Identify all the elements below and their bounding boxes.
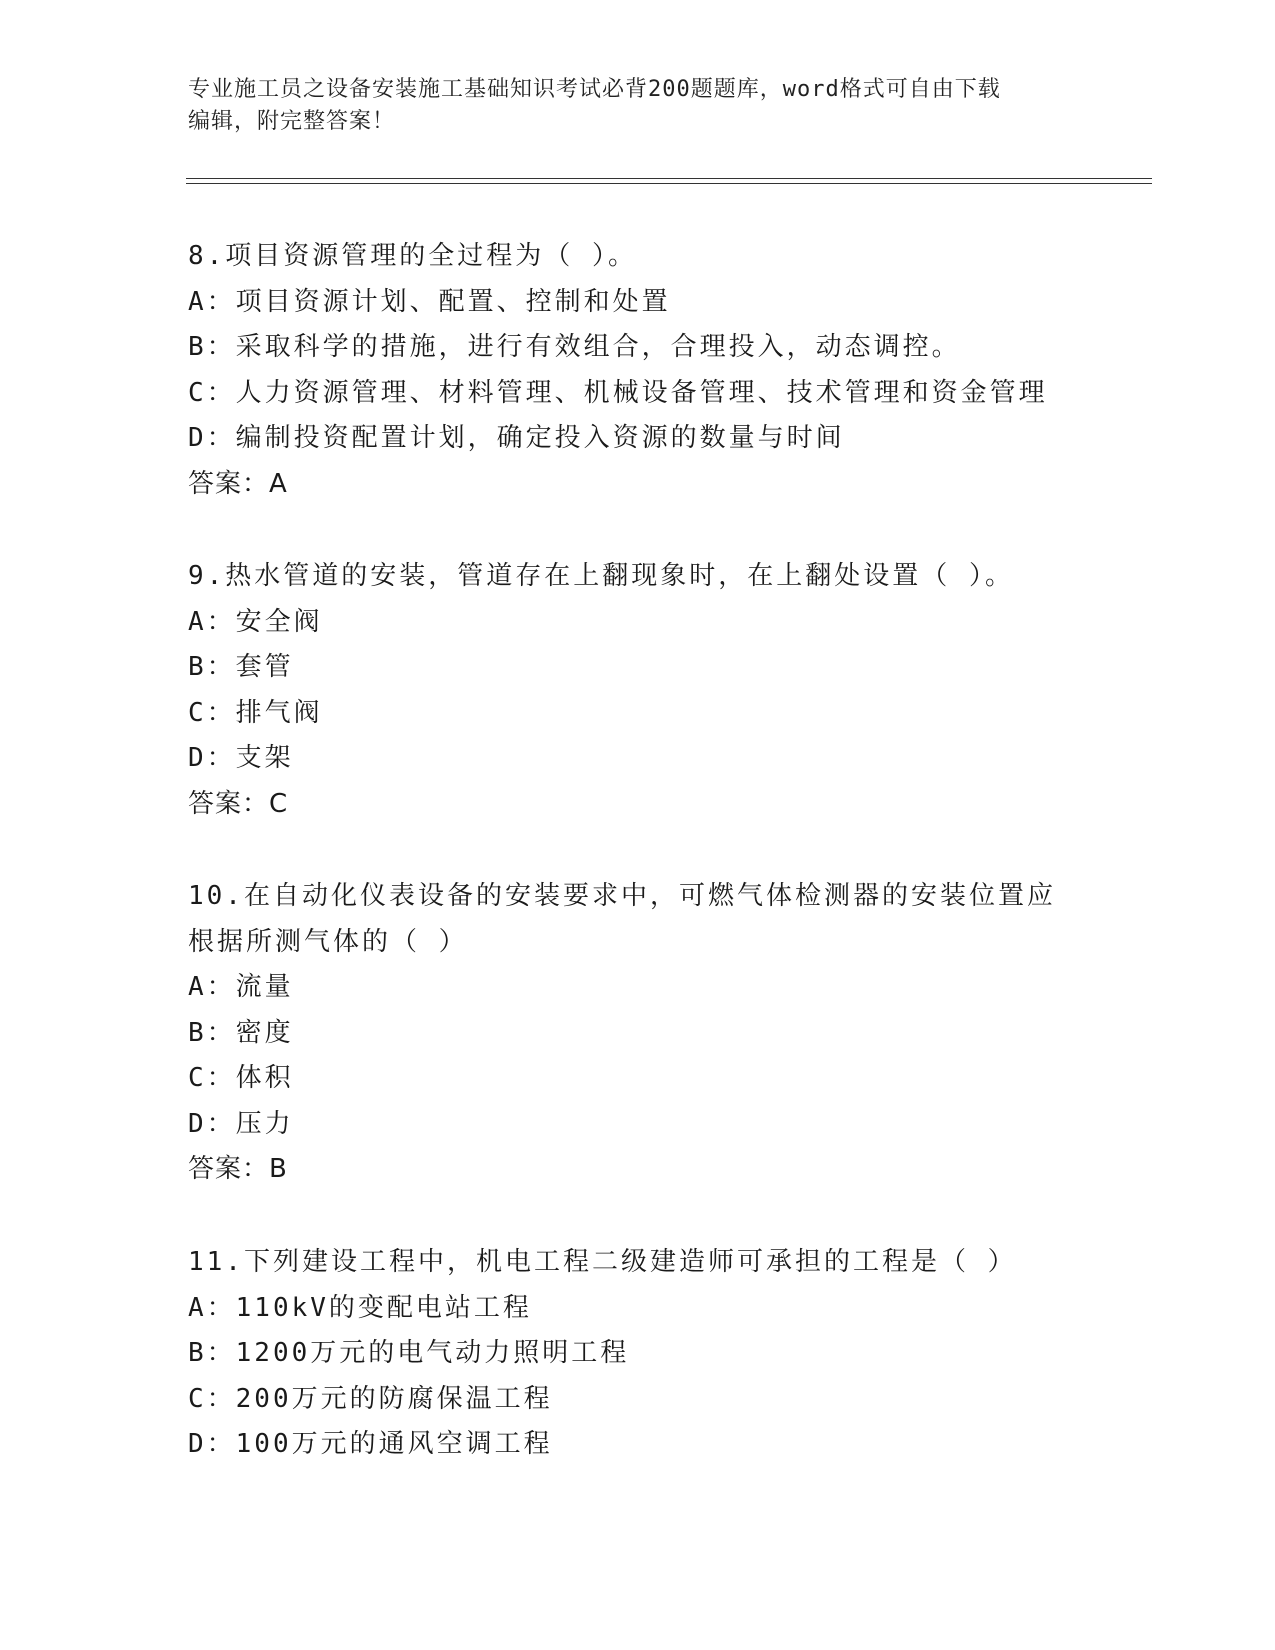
option-a: A：安全阀 bbox=[188, 606, 323, 637]
option-b: B：采取科学的措施，进行有效组合，合理投入，动态调控。 bbox=[188, 332, 961, 362]
option-d: D：压力 bbox=[188, 1108, 294, 1139]
option-c: C：200万元的防腐保温工程 bbox=[188, 1383, 553, 1414]
question-stem: 8.项目资源管理的全过程为（ ）。 bbox=[188, 241, 637, 271]
document-header bbox=[188, 74, 1068, 138]
header-divider-bottom bbox=[186, 183, 1152, 184]
answer: 答案：B bbox=[188, 1154, 288, 1184]
option-c: C：人力资源管理、材料管理、机械设备管理、技术管理和资金管理 bbox=[188, 377, 1048, 408]
option-b: B：1200万元的电气动力照明工程 bbox=[188, 1338, 630, 1368]
option-d: D：编制投资配置计划，确定投入资源的数量与时间 bbox=[188, 423, 845, 453]
option-d: D：支架 bbox=[188, 743, 294, 773]
option-a: A：110kV的变配电站工程 bbox=[188, 1292, 532, 1323]
option-c: C：排气阀 bbox=[188, 697, 323, 728]
question-9 bbox=[188, 554, 1088, 827]
question-stem: 10.在自动化仪表设备的安装要求中，可燃气体检测器的安装位置应根据所测气体的（ ） bbox=[188, 881, 1056, 957]
answer: 答案：C bbox=[188, 788, 289, 819]
header-divider-top bbox=[186, 178, 1152, 179]
question-10 bbox=[188, 874, 1068, 1193]
answer: 答案：A bbox=[188, 468, 288, 499]
option-b: B：套管 bbox=[188, 652, 294, 682]
question-stem: 11.下列建设工程中，机电工程二级建造师可承担的工程是（ ） bbox=[188, 1247, 1017, 1277]
option-b: B：密度 bbox=[188, 1017, 294, 1048]
option-a: A：项目资源计划、配置、控制和处置 bbox=[188, 286, 671, 317]
question-11 bbox=[188, 1240, 1088, 1468]
option-d: D：100万元的通风空调工程 bbox=[188, 1429, 553, 1459]
option-a: A：流量 bbox=[188, 972, 294, 1002]
question-stem: 9.热水管道的安装，管道存在上翻现象时，在上翻处设置（ ）。 bbox=[188, 561, 1014, 591]
header-line-2: 编辑，附完整答案！ bbox=[188, 109, 396, 134]
question-8 bbox=[188, 234, 1088, 507]
header-line-1: 专业施工员之设备安装施工基础知识考试必背200题题库，word格式可自由下载 bbox=[188, 77, 1001, 102]
option-c: C：体积 bbox=[188, 1063, 294, 1093]
